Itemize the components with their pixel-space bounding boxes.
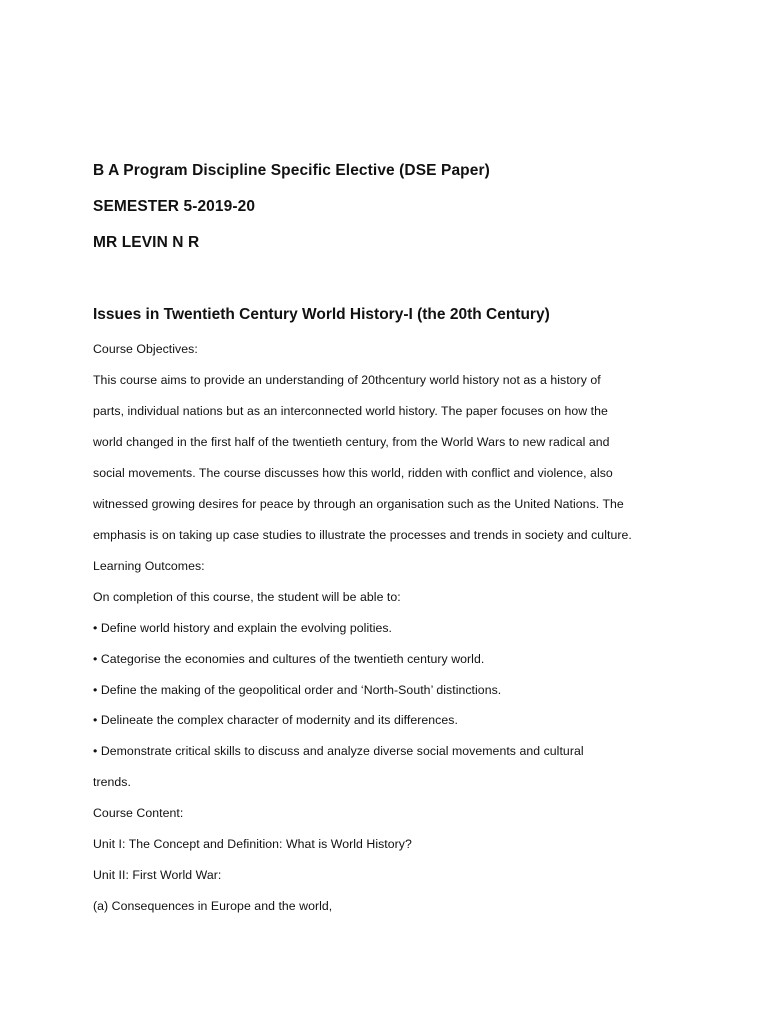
objectives-line: witnessed growing desires for peace by through an organisation such as the United Nations. The xyxy=(93,497,624,511)
outcome-item: • Categorise the economies and cultures of the twentieth century world. xyxy=(93,652,485,666)
outcome-item-continuation: trends. xyxy=(93,775,131,789)
content-line: Unit II: First World War: xyxy=(93,868,222,882)
outcome-item: • Demonstrate critical skills to discuss and analyze diverse social movements and cultural xyxy=(93,744,584,758)
objectives-line: parts, individual nations but as an interconnected world history. The paper focuses on how the xyxy=(93,404,608,418)
outcomes-intro: On completion of this course, the student will be able to: xyxy=(93,590,401,604)
objectives-line: social movements. The course discusses how this world, ridden with conflict and violence, also xyxy=(93,466,613,480)
outcome-item: • Define world history and explain the evolving polities. xyxy=(93,621,393,635)
outcome-item: • Delineate the complex character of modernity and its differences. xyxy=(93,713,458,727)
content-heading: Course Content: xyxy=(93,806,184,820)
objectives-line: emphasis is on taking up case studies to illustrate the processes and trends in society and culture. xyxy=(93,528,632,542)
content-line: (a) Consequences in Europe and the world, xyxy=(93,899,333,913)
outcome-item: • Define the making of the geopolitical order and ‘North-South’ distinctions. xyxy=(93,683,502,697)
program-heading: B A Program Discipline Specific Elective (DSE Paper) xyxy=(93,162,490,179)
objectives-heading: Course Objectives: xyxy=(93,342,198,356)
objectives-line: This course aims to provide an understanding of 20thcentury world history not as a history of xyxy=(93,373,601,387)
instructor-heading: MR LEVIN N R xyxy=(93,234,200,251)
course-title: Issues in Twentieth Century World History-I (the 20th Century) xyxy=(93,306,550,323)
content-line: Unit I: The Concept and Definition: What is World History? xyxy=(93,837,412,851)
objectives-line: world changed in the first half of the twentieth century, from the World Wars to new radical and xyxy=(93,435,610,449)
semester-heading: SEMESTER 5-2019-20 xyxy=(93,198,256,215)
outcomes-heading: Learning Outcomes: xyxy=(93,559,205,573)
